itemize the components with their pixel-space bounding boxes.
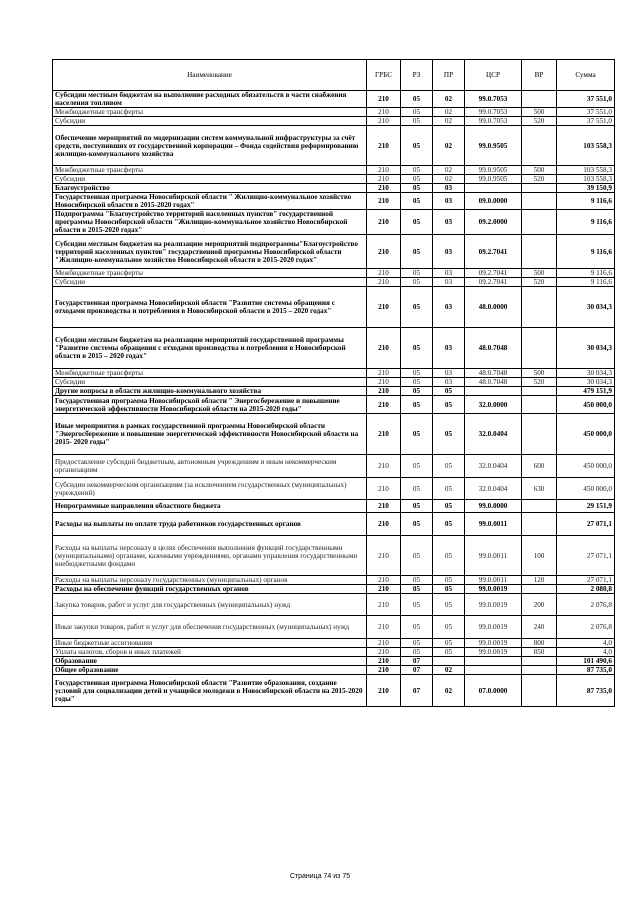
cell-csr: 09.2.7041 [465,235,522,269]
cell-grbs: 210 [367,175,401,184]
cell-pr: 03 [433,369,465,378]
cell-name: Субсидии [53,278,367,287]
table-row [53,210,615,235]
cell-rz: 05 [401,369,433,378]
col-header-csr: ЦСР [465,60,522,91]
table-row [53,235,615,269]
cell-grbs: 210 [367,287,401,328]
cell-csr: 32.0.0000 [465,396,522,414]
cell-pr: 02 [433,666,465,675]
cell-pr: 03 [433,328,465,369]
cell-sum: 4,0 [557,639,615,648]
cell-name: Межбюджетные трансферты [53,269,367,278]
cell-sum: 450 000,0 [557,414,615,455]
table-row [53,278,615,287]
cell-sum: 9 116,6 [557,278,615,287]
cell-csr: 99.0.9505 [465,175,522,184]
cell-rz: 05 [401,396,433,414]
cell-sum: 9 116,6 [557,269,615,278]
cell-grbs: 210 [367,455,401,478]
cell-vr: 600 [522,455,557,478]
cell-sum: 2 076,8 [557,594,615,616]
cell-csr: 99.0.0019 [465,648,522,657]
cell-sum: 103 558,3 [557,175,615,184]
cell-vr: 520 [522,117,557,126]
table-row [53,576,615,585]
cell-grbs: 210 [367,91,401,108]
cell-name: Межбюджетные трансферты [53,108,367,117]
cell-csr: 99.0.0019 [465,594,522,616]
table-row [53,117,615,126]
table-row [53,108,615,117]
cell-sum: 450 000,0 [557,478,615,500]
cell-sum: 9 116,6 [557,193,615,210]
cell-name: Другие вопросы в области жилищно-коммунального хозяйства [53,387,367,396]
cell-pr [433,657,465,666]
cell-grbs: 210 [367,369,401,378]
col-header-sum: Сумма [557,60,615,91]
cell-rz: 07 [401,657,433,666]
cell-sum: 30 034,3 [557,378,615,387]
table-header-row [53,60,615,91]
table-row [53,657,615,666]
cell-pr: 03 [433,378,465,387]
cell-rz: 07 [401,675,433,707]
cell-vr: 520 [522,278,557,287]
cell-grbs: 210 [367,639,401,648]
cell-rz: 05 [401,500,433,513]
cell-sum: 9 116,6 [557,235,615,269]
cell-pr: 05 [433,536,465,576]
cell-pr: 02 [433,91,465,108]
cell-pr: 05 [433,616,465,639]
cell-sum: 27 071,1 [557,536,615,576]
table-row [53,500,615,513]
cell-grbs: 210 [367,666,401,675]
cell-csr: 99.0.0011 [465,536,522,576]
cell-name: Непрограммные направления областного бюджета [53,500,367,513]
table-row [53,585,615,594]
cell-sum: 87 735,0 [557,666,615,675]
cell-vr: 500 [522,166,557,175]
cell-vr [522,585,557,594]
cell-pr: 05 [433,648,465,657]
cell-rz: 05 [401,269,433,278]
col-header-vr: ВР [522,60,557,91]
cell-grbs: 210 [367,117,401,126]
cell-sum: 87 735,0 [557,675,615,707]
cell-pr: 05 [433,585,465,594]
cell-rz: 05 [401,594,433,616]
cell-rz: 05 [401,639,433,648]
cell-rz: 05 [401,414,433,455]
cell-vr: 520 [522,175,557,184]
table-row [53,639,615,648]
cell-vr [522,210,557,235]
cell-grbs: 210 [367,278,401,287]
cell-sum: 39 150,9 [557,184,615,193]
table-row [53,126,615,166]
cell-csr: 09.0.0000 [465,193,522,210]
cell-rz: 05 [401,585,433,594]
table-row [53,193,615,210]
cell-sum: 103 558,3 [557,166,615,175]
cell-vr: 850 [522,648,557,657]
cell-vr [522,657,557,666]
cell-csr: 99.0.0019 [465,585,522,594]
cell-name: Иные мероприятия в рамках государственной программы Новосибирской области "Энергосбережение и повышение энергетической эффективности Новосибирской области на 2015- 2020 годы" [53,414,367,455]
cell-grbs: 210 [367,585,401,594]
cell-grbs: 210 [367,536,401,576]
cell-vr: 200 [522,594,557,616]
cell-grbs: 210 [367,184,401,193]
cell-rz: 05 [401,210,433,235]
cell-grbs: 210 [367,513,401,536]
cell-vr: 630 [522,478,557,500]
cell-sum: 27 071,1 [557,513,615,536]
cell-vr: 100 [522,536,557,576]
cell-grbs: 210 [367,108,401,117]
cell-sum: 37 551,0 [557,91,615,108]
cell-sum: 37 551,0 [557,108,615,117]
cell-csr: 07.0.0000 [465,675,522,707]
cell-csr: 48.0.7048 [465,378,522,387]
table-row [53,513,615,536]
cell-grbs: 210 [367,235,401,269]
cell-rz: 05 [401,166,433,175]
cell-csr [465,184,522,193]
page-number: Страница 74 из 75 [289,873,351,880]
table-row [53,175,615,184]
cell-grbs: 210 [367,193,401,210]
cell-pr: 02 [433,117,465,126]
cell-name: Субсидии местным бюджетам на выполнение расходных обязательств в части снабжения населения топливом [53,91,367,108]
cell-name: Субсидии местным бюджетам на реализацию мероприятий подпрограммы"Благоустройство территорий населенных пунктов" государственной программы Новосибирской области "Жилищно-коммунальное хозяйство Новосибирской области в 2015-2020 годах" [53,235,367,269]
cell-sum: 103 558,3 [557,126,615,166]
cell-csr: 99.0.0011 [465,513,522,536]
cell-csr: 32.0.0404 [465,414,522,455]
cell-name: Субсидии [53,378,367,387]
cell-rz: 05 [401,455,433,478]
cell-csr: 99.0.7053 [465,108,522,117]
cell-rz: 05 [401,387,433,396]
cell-vr [522,387,557,396]
cell-name: Государственная программа Новосибирской области " Жилищно-коммунальное хозяйство Новосибирской области в 2015-2020 годах" [53,193,367,210]
cell-grbs: 210 [367,414,401,455]
cell-csr: 09.2.7041 [465,269,522,278]
cell-name: Расходы на выплаты по оплате труда работников государственных органов [53,513,367,536]
table-row [53,269,615,278]
budget-table [52,59,615,707]
cell-vr [522,396,557,414]
cell-pr: 05 [433,478,465,500]
cell-name: Закупка товаров, работ и услуг для государственных (муниципальных) нужд [53,594,367,616]
cell-grbs: 210 [367,500,401,513]
cell-name: Предоставление субсидий бюджетным, автономным учреждениям и иным некоммерческим организациям [53,455,367,478]
cell-pr: 03 [433,210,465,235]
cell-grbs: 210 [367,328,401,369]
cell-grbs: 210 [367,675,401,707]
cell-pr: 02 [433,166,465,175]
cell-pr: 03 [433,269,465,278]
cell-rz: 05 [401,108,433,117]
cell-vr [522,235,557,269]
table-row [53,616,615,639]
cell-name: Образование [53,657,367,666]
cell-pr: 03 [433,184,465,193]
cell-rz: 05 [401,184,433,193]
cell-rz: 07 [401,666,433,675]
table-body [53,91,615,707]
cell-rz: 05 [401,478,433,500]
cell-vr [522,513,557,536]
cell-csr: 48.0.0000 [465,287,522,328]
cell-vr: 500 [522,269,557,278]
table-row [53,396,615,414]
col-header-name: Наименование [53,60,367,91]
cell-sum: 30 034,3 [557,287,615,328]
cell-vr: 500 [522,369,557,378]
cell-name: Субсидии местным бюджетам на реализацию мероприятий государственной программы "Развитие системы обращения с отходами производства и потребления в Новосибирской области в 2015 – 2020 годах" [53,328,367,369]
cell-csr: 99.0.0019 [465,616,522,639]
table-row [53,666,615,675]
cell-sum: 37 551,0 [557,117,615,126]
col-header-grbs: ГРБС [367,60,401,91]
table-row [53,387,615,396]
cell-pr: 02 [433,175,465,184]
cell-rz: 05 [401,117,433,126]
table-row [53,287,615,328]
cell-name: Расходы на выплаты персоналу в целях обеспечения выполнения функций государственными (муниципальными) органами, казенными учреждениями, органами управления государственными внебюджетными фондами [53,536,367,576]
cell-name: Государственная программа Новосибирской области " Энергосбережение и повышение энергетической эффективности Новосибирской области на 2015-2020 годы" [53,396,367,414]
cell-name: Субсидии некоммерческим организациям (за исключением государственных (муниципальных) учреждений) [53,478,367,500]
cell-grbs: 210 [367,657,401,666]
table-row [53,378,615,387]
cell-rz: 05 [401,126,433,166]
cell-pr: 02 [433,108,465,117]
cell-grbs: 210 [367,387,401,396]
cell-name: Межбюджетные трансферты [53,369,367,378]
cell-name: Расходы на выплаты персоналу государственных (муниципальных) органов [53,576,367,585]
table-row [53,369,615,378]
cell-rz: 05 [401,536,433,576]
table-row [53,478,615,500]
cell-name: Субсидии [53,117,367,126]
cell-vr [522,328,557,369]
cell-pr: 03 [433,278,465,287]
table-row [53,648,615,657]
cell-csr [465,666,522,675]
table-row [53,91,615,108]
cell-vr [522,666,557,675]
cell-grbs: 210 [367,210,401,235]
cell-name: Уплата налогов, сборов и иных платежей [53,648,367,657]
cell-sum: 450 000,0 [557,455,615,478]
cell-csr: 32.0.0404 [465,455,522,478]
cell-sum: 29 151,9 [557,500,615,513]
cell-pr: 02 [433,126,465,166]
cell-name: Межбюджетные трансферты [53,166,367,175]
cell-name: Расходы на обеспечение функций государственных органов [53,585,367,594]
cell-name: Иные бюджетные ассигнования [53,639,367,648]
cell-vr [522,287,557,328]
cell-pr: 03 [433,235,465,269]
cell-pr: 05 [433,594,465,616]
cell-rz: 05 [401,193,433,210]
table-row [53,184,615,193]
cell-rz: 05 [401,513,433,536]
cell-csr: 32.0.0404 [465,478,522,500]
cell-name: Подпрограмма "Благоустройство территорий населенных пунктов" государственной программы Новосибирской области "Жилищно-коммунальное хозяйство Новосибирской области в 2015-2020 годах" [53,210,367,235]
table-row [53,166,615,175]
cell-sum: 450 000,0 [557,396,615,414]
cell-vr: 240 [522,616,557,639]
cell-rz: 05 [401,648,433,657]
cell-vr [522,500,557,513]
cell-sum: 2 076,8 [557,616,615,639]
table-row [53,414,615,455]
cell-pr: 05 [433,500,465,513]
cell-sum: 2 080,8 [557,585,615,594]
cell-sum: 479 151,9 [557,387,615,396]
table-row [53,455,615,478]
cell-pr: 03 [433,193,465,210]
cell-name: Благоустройство [53,184,367,193]
cell-rz: 05 [401,278,433,287]
cell-rz: 05 [401,616,433,639]
cell-name: Общее образование [53,666,367,675]
cell-csr: 99.0.0011 [465,576,522,585]
col-header-pr: ПР [433,60,465,91]
cell-grbs: 210 [367,478,401,500]
cell-sum: 4,0 [557,648,615,657]
cell-csr: 99.0.7053 [465,91,522,108]
cell-pr: 05 [433,455,465,478]
cell-vr: 500 [522,108,557,117]
cell-pr: 03 [433,287,465,328]
cell-name: Субсидии [53,175,367,184]
table-row [53,675,615,707]
cell-sum: 30 034,3 [557,369,615,378]
cell-pr: 05 [433,414,465,455]
cell-sum: 27 071,1 [557,576,615,585]
cell-csr: 48.0.7048 [465,328,522,369]
cell-grbs: 210 [367,166,401,175]
cell-name: Иные закупки товаров, работ и услуг для обеспечения государственных (муниципальных) нужд [53,616,367,639]
cell-rz: 05 [401,328,433,369]
cell-sum: 101 490,6 [557,657,615,666]
cell-csr: 99.0.9505 [465,166,522,175]
cell-csr: 99.0.0019 [465,639,522,648]
cell-vr [522,675,557,707]
table-row [53,328,615,369]
cell-vr [522,184,557,193]
cell-pr: 05 [433,513,465,536]
cell-pr: 05 [433,639,465,648]
cell-csr [465,657,522,666]
cell-rz: 05 [401,175,433,184]
cell-csr: 48.0.7048 [465,369,522,378]
cell-csr: 99.0.9505 [465,126,522,166]
cell-csr: 99.0.7053 [465,117,522,126]
cell-name: Государственная программа Новосибирской области "Развитие образования, создание условий для социализации детей и учащейся молодежи в Новосибирской области на 2015-2020 годы" [53,675,367,707]
cell-pr: 05 [433,576,465,585]
cell-grbs: 210 [367,616,401,639]
cell-name: Обеспечение мероприятий по модернизации систем коммунальной инфраструктуры за счёт средств, поступивших от государственной корпорации – Фонда содействия реформированию жилищно-коммунального хозяйства [53,126,367,166]
cell-grbs: 210 [367,378,401,387]
cell-vr: 520 [522,378,557,387]
cell-rz: 05 [401,576,433,585]
cell-vr [522,126,557,166]
cell-name: Государственная программа Новосибирской области "Развитие системы обращения с отходами производства и потребления в Новосибирской области в 2015 – 2020 годах" [53,287,367,328]
cell-csr: 09.2.0000 [465,210,522,235]
cell-pr: 05 [433,387,465,396]
cell-csr: 09.2.7041 [465,278,522,287]
cell-rz: 05 [401,378,433,387]
table-row [53,536,615,576]
cell-grbs: 210 [367,269,401,278]
cell-sum: 9 116,6 [557,210,615,235]
col-header-rz: РЗ [401,60,433,91]
cell-grbs: 210 [367,126,401,166]
cell-pr: 05 [433,396,465,414]
cell-grbs: 210 [367,594,401,616]
table-row [53,594,615,616]
cell-vr [522,193,557,210]
cell-rz: 05 [401,91,433,108]
cell-pr: 02 [433,675,465,707]
cell-csr: 99.0.0000 [465,500,522,513]
cell-grbs: 210 [367,396,401,414]
cell-vr: 800 [522,639,557,648]
cell-sum: 30 034,3 [557,328,615,369]
cell-rz: 05 [401,287,433,328]
cell-vr [522,91,557,108]
cell-grbs: 210 [367,648,401,657]
cell-rz: 05 [401,235,433,269]
cell-vr [522,414,557,455]
cell-grbs: 210 [367,576,401,585]
cell-vr: 120 [522,576,557,585]
cell-csr [465,387,522,396]
